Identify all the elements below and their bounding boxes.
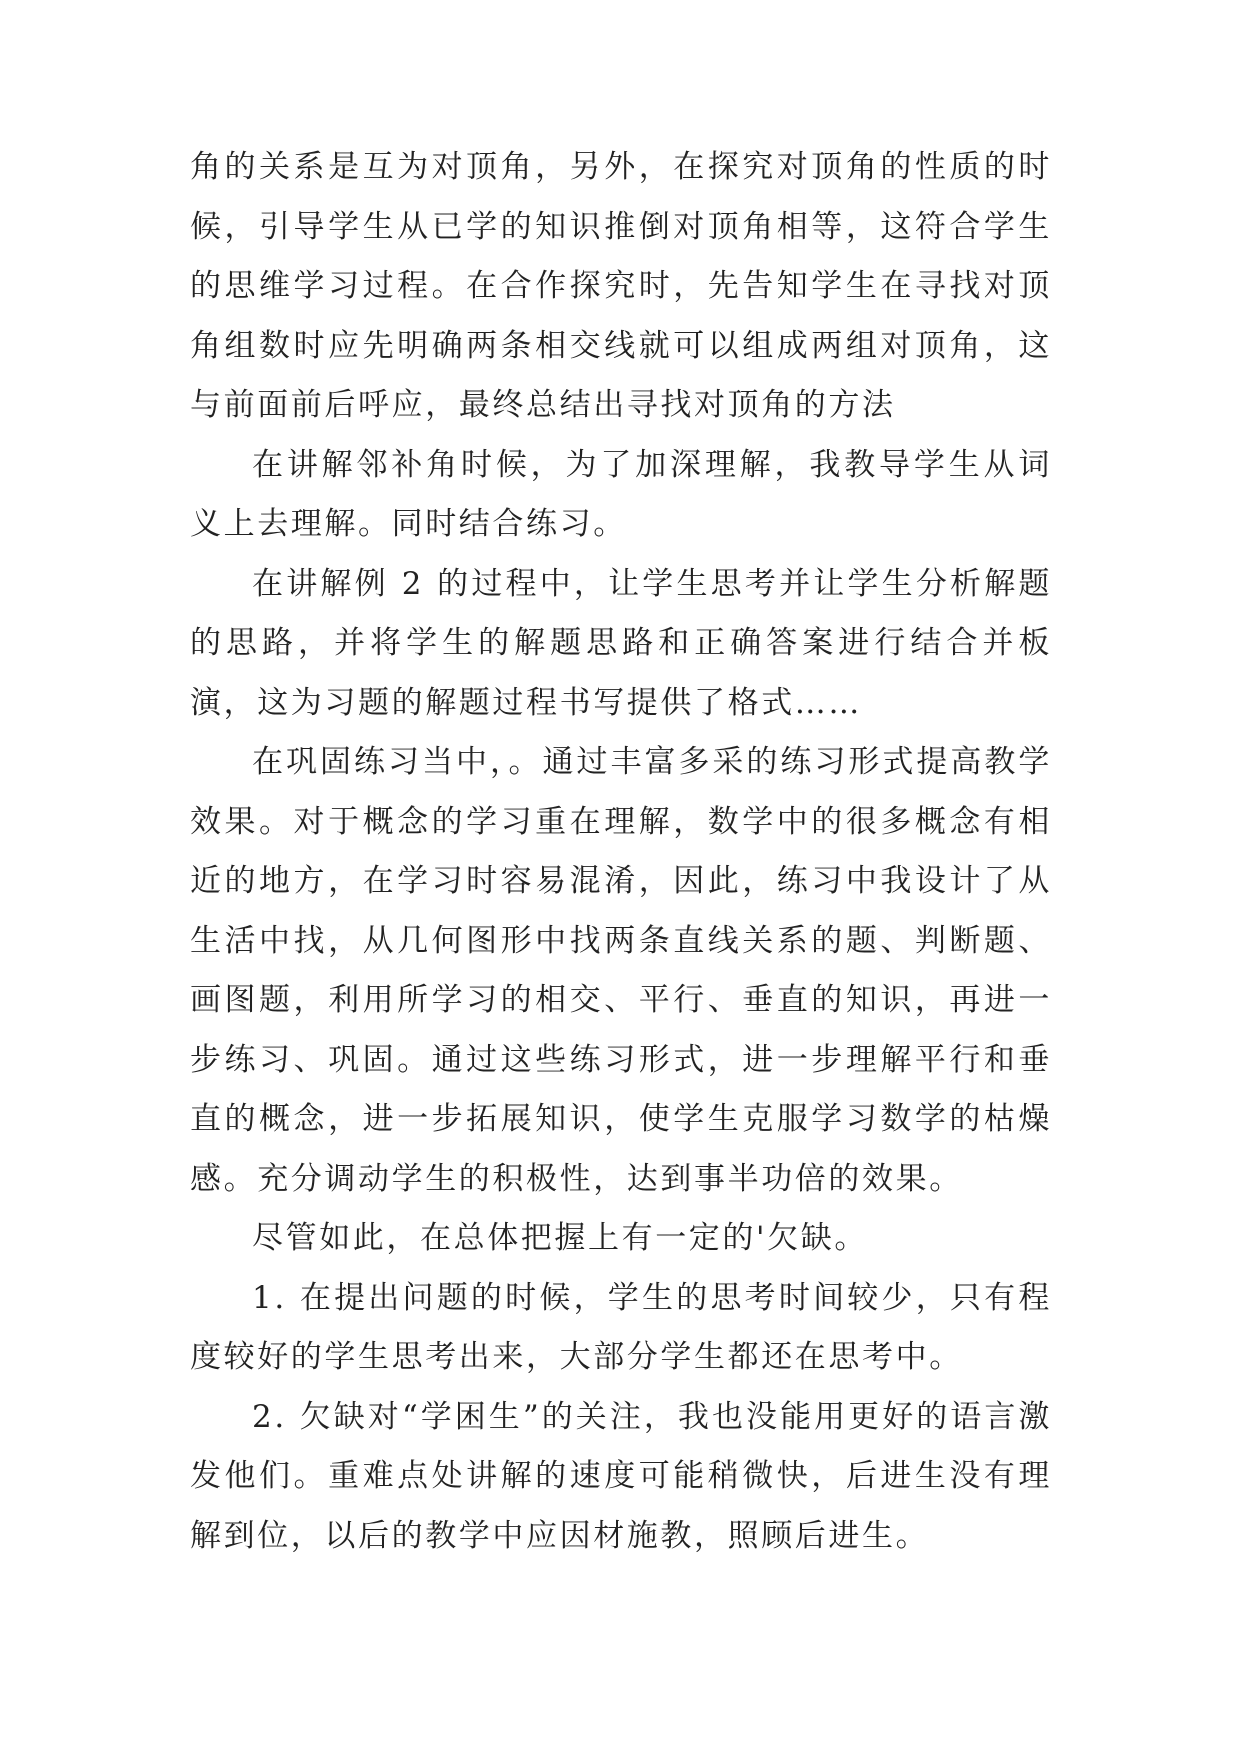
paragraph-shortcoming-1: 1. 在提出问题的时候，学生的思考时间较少，只有程度较好的学生思考出来，大部分学生都还在思考中。 bbox=[190, 1279, 1052, 1375]
paragraph-continued: 角的关系是互为对顶角，另外，在探究对顶角的性质的时候，引导学生从已学的知识推倒对顶角相等，这符合学生的思维学习过程。在合作探究时，先告知学生在寻找对顶角组数时应先明确两条相交线就可以组成两组对顶角，这与前面前后呼应，最终总结出寻找对顶角的方法 bbox=[190, 149, 1052, 423]
paragraph-consolidation-practice: 在巩固练习当中，。通过丰富多采的练习形式提高教学效果。对于概念的学习重在理解，数学中的很多概念有相近的地方，在学习时容易混淆，因此，练习中我设计了从生活中找，从几何图形中找两条直线关系的题、判断题、画图题，利用所学习的相交、平行、垂直的知识，再进一步练习、巩固。通过这些练习形式，进一步理解平行和垂直的概念，进一步拓展知识，使学生克服学习数学的枯燥感。充分调动学生的积极性，达到事半功倍的效果。 bbox=[190, 744, 1052, 1197]
paragraph-shortcomings-intro: 尽管如此，在总体把握上有一定的'欠缺。 bbox=[252, 1220, 868, 1256]
paragraph-example-2: 在讲解例 2 的过程中，让学生思考并让学生分析解题的思路，并将学生的解题思路和正确答案进行结合并板演，这为习题的解题过程书写提供了格式…… bbox=[190, 565, 1052, 721]
paragraph-shortcoming-2: 2. 欠缺对“学困生”的关注，我也没能用更好的语言激发他们。重难点处讲解的速度可能稍微快，后进生没有理解到位，以后的教学中应因材施教，照顾后进生。 bbox=[190, 1398, 1052, 1554]
paragraph-adjacent-angles: 在讲解邻补角时候，为了加深理解，我教导学生从词义上去理解。同时结合练习。 bbox=[190, 446, 1052, 542]
document-page bbox=[190, 138, 1052, 1566]
